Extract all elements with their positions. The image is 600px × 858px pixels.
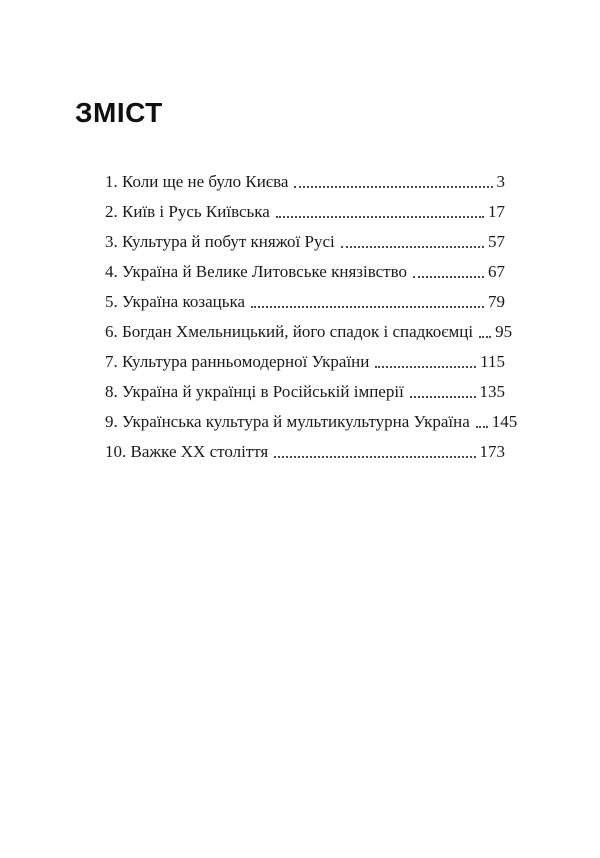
dot-leader	[476, 426, 488, 428]
toc-entry	[105, 292, 505, 311]
toc-entry-label: 5. Україна козацька	[105, 292, 246, 311]
dot-leader	[276, 216, 484, 218]
toc-entry-page: 67	[488, 262, 505, 281]
toc-entry	[105, 352, 505, 371]
toc-entry-label: 4. Україна й Велике Литовське князівство	[105, 262, 408, 281]
toc-entry	[105, 322, 513, 341]
dot-leader	[410, 396, 476, 398]
toc-entry-page: 57	[488, 232, 505, 251]
toc-entry-label: 6. Богдан Хмельницький, його спадок і спадкоємці	[105, 322, 474, 341]
toc-entry-label: 3. Культура й побут княжої Русі	[105, 232, 335, 251]
toc-entry	[105, 442, 505, 461]
toc-entry-label: 1. Коли ще не було Києва	[105, 172, 289, 191]
dot-leader	[479, 336, 491, 338]
toc-list	[105, 172, 518, 472]
toc-entry-page: 95	[495, 322, 513, 341]
toc-entry-page: 135	[479, 382, 505, 401]
toc-entry-label: 7. Культура ранньомодерної України	[105, 352, 370, 371]
toc-entry	[105, 202, 505, 221]
toc-entry-page: 145	[491, 412, 518, 431]
toc-entry-label: 9. Українська культура й мультикультурна Україна	[105, 412, 470, 431]
dot-leader	[413, 276, 484, 278]
toc-entry-page: 17	[488, 202, 505, 221]
dot-leader	[294, 186, 492, 188]
toc-entry	[105, 262, 505, 281]
toc-entry	[105, 412, 518, 431]
toc-entry	[105, 232, 505, 251]
toc-entry-page: 115	[480, 352, 505, 371]
dot-leader	[274, 456, 475, 458]
toc-entry	[105, 172, 505, 191]
dot-leader	[375, 366, 476, 368]
toc-entry-label: 2. Київ і Русь Київська	[105, 202, 270, 221]
toc-entry	[105, 382, 505, 401]
toc-entry-page: 173	[479, 442, 505, 461]
toc-entry-page: 79	[488, 292, 505, 311]
toc-entry-page: 3	[496, 172, 505, 191]
toc-entry-label: 8. Україна й українці в Російській імперії	[105, 382, 404, 401]
toc-entry-label: 10. Важке XX століття	[105, 442, 269, 461]
dot-leader	[341, 246, 484, 248]
dot-leader	[251, 306, 484, 308]
page-title: ЗМІСТ	[75, 96, 163, 128]
